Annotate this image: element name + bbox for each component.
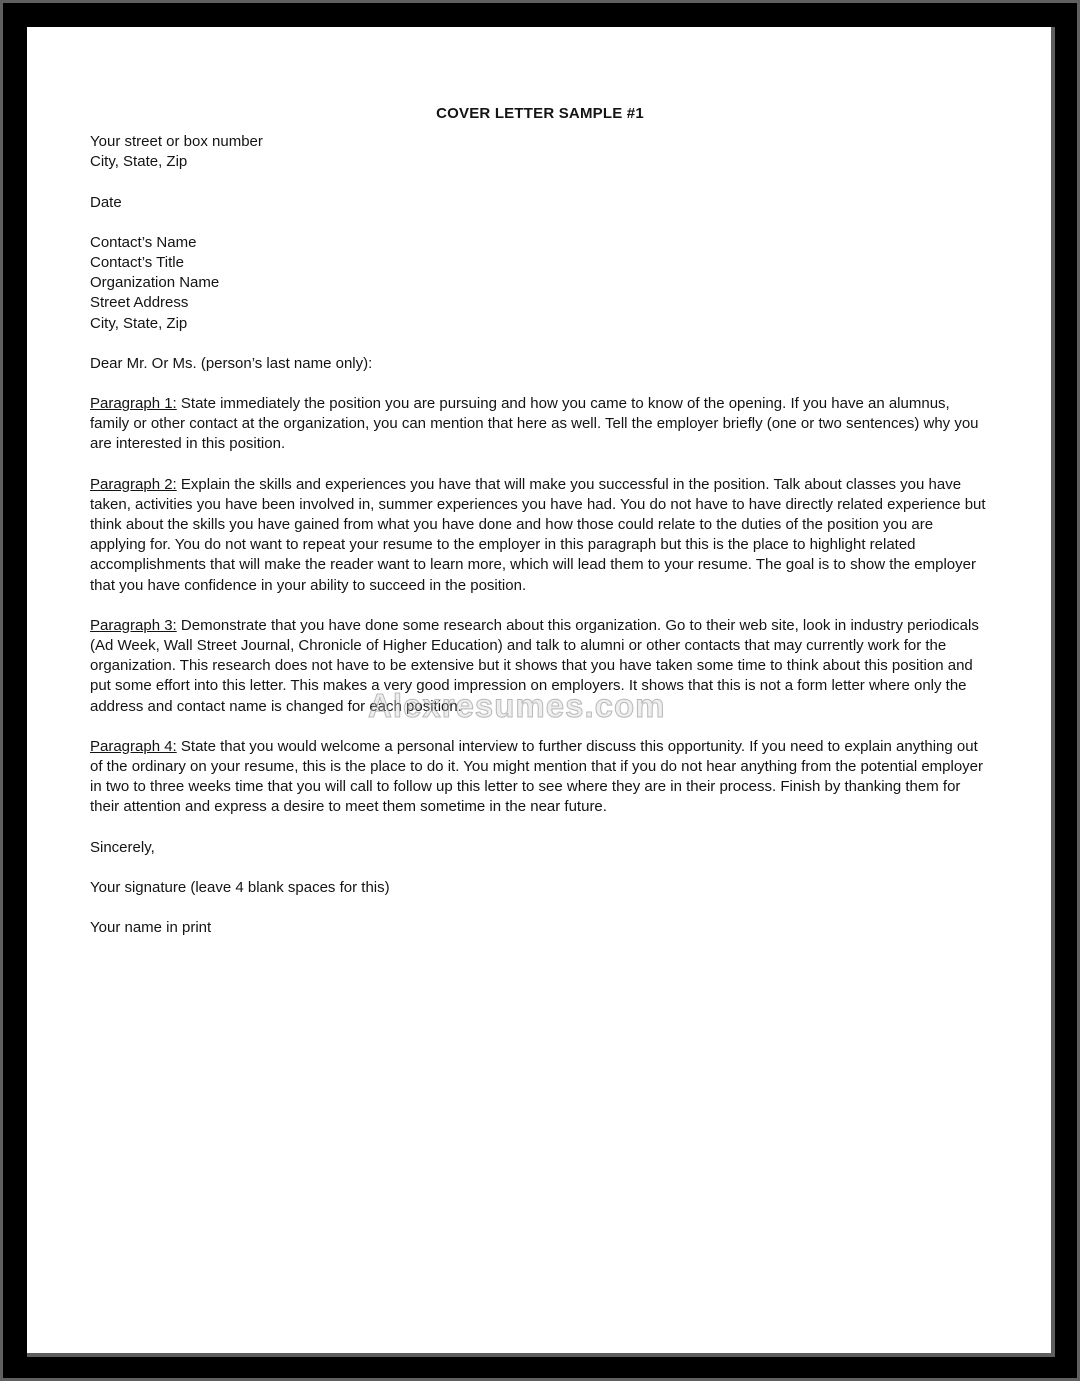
watermark: Alexresumes.com (368, 687, 666, 724)
sender-city-line: City, State, Zip (90, 153, 188, 171)
recipient-block (90, 233, 991, 334)
paragraph-1-label: Paragraph 1: (90, 395, 177, 413)
recipient-name-line: Contact’s Name (90, 233, 197, 251)
paragraph-3 (90, 616, 990, 717)
date-line: Date (90, 193, 122, 211)
paragraph-2-label: Paragraph 2: (90, 475, 177, 493)
paragraph-1-text: State immediately the position you are pursuing and how you came to know of the opening. If you have an alumnus, family or other contact at the organization, you can mention that here as well. Tell the employer briefly (one or two sentences) why you are interested in this position. (90, 395, 979, 453)
recipient-title-line: Contact’s Title (90, 254, 184, 272)
recipient-organization-line: Organization Name (90, 274, 220, 292)
paragraph-3-label: Paragraph 3: (90, 616, 177, 634)
recipient-street-line: Street Address (90, 294, 189, 312)
paragraph-4-text: State that you would welcome a personal interview to further discuss this opportunity. If you need to explain anything out of the ordinary on your resume, this is the place to do it. You might mention that if you do not hear anything from the potential employer in two to three weeks time that you will call to follow up this letter to see where they are in their process. Finish by thanking them for their attention and express a desire to meet them sometime in the near future. (90, 737, 984, 816)
paragraph-2-text: Explain the skills and experiences you have that will make you successful in the position. Talk about classes you have taken, activities you have been involved in, summer experiences you have had. You do not have to have directly related experience but think about the skills you have gained from what you have done and how those could relate to the duties of the position you are applying for. You do not want to repeat your resume to the employer in this paragraph but this is the place to highlight related accomplishments that will make the reader want to learn more, which will lead them to your resume. The goal is to show the employer that you have confidence in your ability to succeed in the position. (90, 475, 986, 594)
salutation-line: Dear Mr. Or Ms. (person’s last name only): (90, 354, 373, 372)
recipient-city-line: City, State, Zip (90, 314, 188, 332)
letter-content (27, 27, 1051, 938)
paragraph-2 (90, 475, 990, 596)
paragraph-4 (90, 737, 990, 818)
paragraph-4-label: Paragraph 4: (90, 737, 177, 755)
page-title: COVER LETTER SAMPLE #1 (436, 105, 644, 122)
letter-page (27, 27, 1055, 1357)
paragraph-3-text: Demonstrate that you have done some research about this organization. Go to their web site, look in industry periodicals (Ad Week, Wall Street Journal, Chronicle of Higher Education) and talk to alumni or other contacts that may currently work for the organization. This research does not have to be extensive but it shows that you have taken some time to think about this position and put some effort into this letter. This makes a very good impression on employers. It shows that this is not a form letter where only the address and contact name is changed for each position. (90, 616, 979, 715)
paragraph-1 (90, 394, 990, 455)
closing-name-line: Your name in print (90, 919, 212, 937)
closing-sincerely-line: Sincerely, (90, 838, 155, 856)
sender-street-line: Your street or box number (90, 133, 263, 151)
closing-signature-line: Your signature (leave 4 blank spaces for this) (90, 878, 390, 896)
